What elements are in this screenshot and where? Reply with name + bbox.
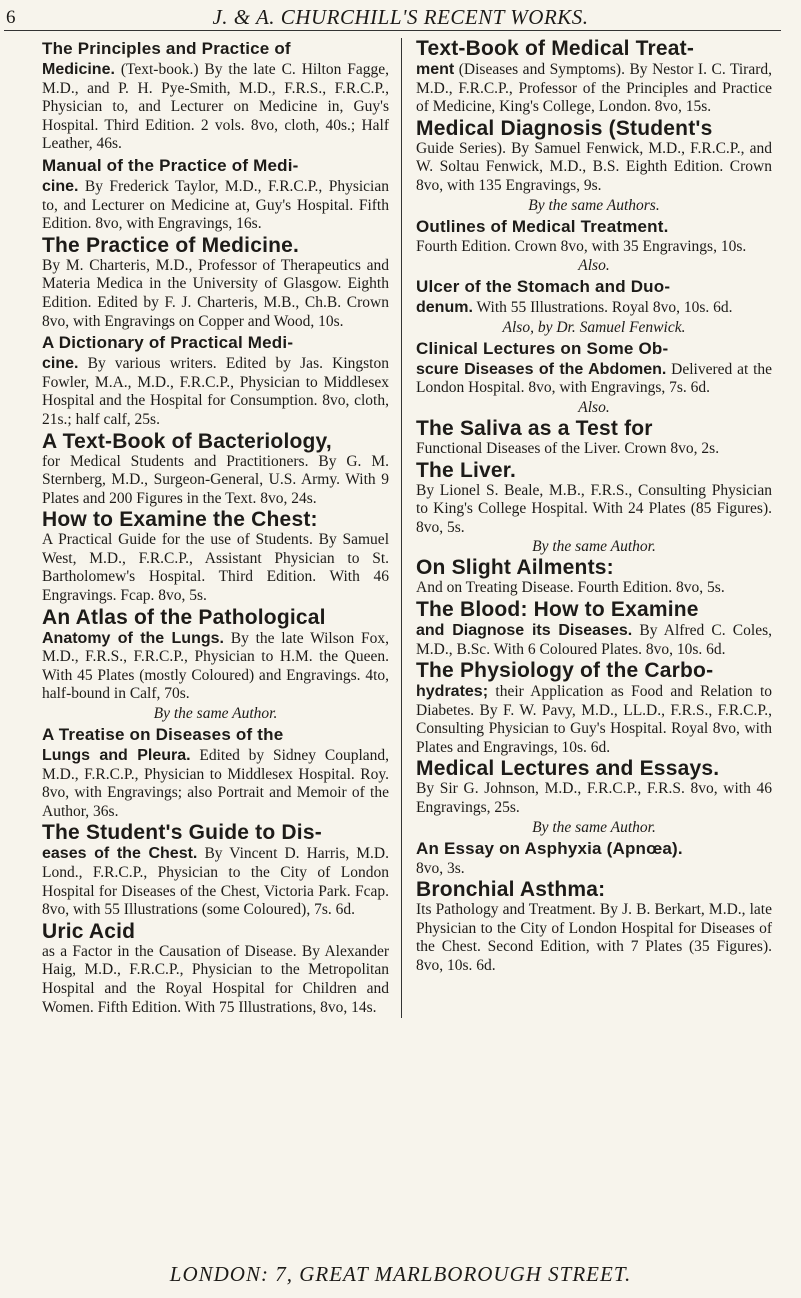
entry-note: By the same Author. xyxy=(532,538,656,556)
catalogue-entry xyxy=(42,332,389,429)
entry-description: By M. Charteris, M.D., Professor of Therapeutics and Materia Medica in the University of Glasgow. Eighth Edition. Edited by F. J. Charteris, M.B., Ch.B. Crown 8vo, with Engravings on Copper and Wood, 10s. xyxy=(42,256,389,330)
entry-title: A Text-Book of Bacteriology, xyxy=(42,429,332,453)
catalogue-entry xyxy=(416,118,772,215)
entry-title-continuation: denum. xyxy=(416,299,473,317)
catalogue-entry xyxy=(416,460,772,557)
entry-description: Guide Series). By Samuel Fenwick, M.D., F.R.C.P., and W. Soltau Fenwick, M.D., B.S. Eighth Edition. Crown 8vo, with 135 Engravings, 9s. xyxy=(416,139,772,194)
entry-body xyxy=(416,482,772,538)
entry-title-continuation: Anatomy of the Lungs. xyxy=(42,629,224,647)
entry-body xyxy=(416,621,772,659)
catalogue-entry xyxy=(42,38,389,154)
entry-title-continuation: eases of the Chest. xyxy=(42,845,198,863)
entry-description: Functional Diseases of the Liver. Crown 8vo, 2s. xyxy=(416,439,720,457)
entry-title: Text-Book of Medical Treat- xyxy=(416,37,695,60)
entry-body xyxy=(416,780,772,817)
entry-note: By the same Authors. xyxy=(528,196,660,214)
entry-description: Its Pathology and Treatment. By J. B. Berkart, M.D., late Physician to the City of London Hospital for Diseases of the Chest. Second Edition, with 7 Plates (35 Figures). 8vo, 10s. 6d. xyxy=(416,901,772,975)
catalogue-entry xyxy=(42,235,389,331)
entry-note: By the same Author. xyxy=(532,818,656,836)
left-column xyxy=(42,38,402,1018)
entry-description: Delivered at the London Hospital. 8vo, with Engravings, 7s. 6d. xyxy=(416,360,773,397)
header-rule xyxy=(4,30,781,31)
entry-title: Clinical Lectures on Some Ob- xyxy=(416,338,669,358)
catalogue-entry xyxy=(416,838,772,879)
entry-title: The Saliva as a Test for xyxy=(416,416,653,440)
entry-note: Also, by Dr. Samuel Fenwick. xyxy=(502,318,686,336)
entry-title-continuation: cine. xyxy=(42,177,79,195)
catalogue-entry xyxy=(416,338,772,417)
entry-description: Fourth Edition. Crown 8vo, with 35 Engravings, 10s. xyxy=(416,237,747,255)
entry-title: Manual of the Practice of Medi- xyxy=(42,155,299,175)
entry-title: The Liver. xyxy=(416,458,517,482)
catalogue-entry xyxy=(416,38,772,117)
entry-body xyxy=(416,579,772,598)
entry-title: Ulcer of the Stomach and Duo- xyxy=(416,277,671,297)
entry-title-continuation: cine. xyxy=(42,355,79,373)
page-header xyxy=(0,3,801,31)
entry-title: The Physiology of the Carbo- xyxy=(416,659,714,683)
entry-body xyxy=(42,629,389,704)
entry-body xyxy=(42,746,389,821)
entry-title: Medical Lectures and Essays. xyxy=(416,757,720,781)
entry-body xyxy=(42,60,389,154)
entry-title: On Slight Ailments: xyxy=(416,556,614,580)
entry-title: Medical Diagnosis (Student's xyxy=(416,116,713,140)
entry-body xyxy=(416,140,772,196)
entry-body xyxy=(42,354,389,429)
entry-title: An Essay on Asphyxia (Apnœa). xyxy=(416,838,683,858)
entry-title: The Student's Guide to Dis- xyxy=(42,821,322,845)
page-number: 6 xyxy=(6,7,16,28)
entry-description: Edited by Sidney Coupland, M.D., F.R.C.P., Physician to Middlesex Hospital. Roy. 8vo, with Engravings; also Portrait and Memoir of the Author, 36s. xyxy=(42,747,390,820)
catalogue-entry xyxy=(416,557,772,598)
entry-title: How to Examine the Chest: xyxy=(42,508,318,532)
entry-description: By Frederick Taylor, M.D., F.R.C.P., Physician to, and Lecturer on Medicine at, Guy's Hospital. Fifth Edition. 8vo, with Engravings, 16s. xyxy=(42,177,389,233)
entry-body xyxy=(416,360,772,398)
entry-note: By the same Author. xyxy=(153,705,278,723)
entry-description: their Application as Food and Relation to Diabetes. By F. W. Pavy, M.D., LL.D., F.R.S., F.R.C.P., Consulting Physician to Guy's Hospital. Royal 8vo, with Plates and Engravings, 10s. 6d. xyxy=(416,683,772,756)
entry-title: Outlines of Medical Treatment. xyxy=(416,216,669,236)
entry-title: A Dictionary of Practical Medi- xyxy=(42,333,294,353)
entry-body xyxy=(416,901,772,975)
entry-description: And on Treating Disease. Fourth Edition. 8vo, 5s. xyxy=(416,579,725,597)
entry-body xyxy=(42,257,389,331)
entry-body xyxy=(416,860,772,879)
catalogue-entry xyxy=(42,607,389,723)
entry-description: By various writers. Edited by Jas. Kingston Fowler, M.A., M.D., F.R.C.P., Physician to Middlesex Hospital and the Hospital for Consumption. 8vo, cloth, 21s.; half calf, 25s. xyxy=(42,355,389,428)
catalogue-entry xyxy=(42,509,389,605)
entry-title: A Treatise on Diseases of the xyxy=(42,725,284,745)
entry-description: By Alfred C. Coles, M.D., B.Sc. With 6 Coloured Plates. 8vo, 10s. 6d. xyxy=(416,621,772,658)
entry-description: A Practical Guide for the use of Students. By Samuel West, M.D., F.R.C.P., Assistant Physician to St. Bartholomew's Hospital. Third Edition. With 46 Engravings. Fcap. 8vo, 5s. xyxy=(42,531,389,605)
entry-body xyxy=(416,682,772,757)
entry-title-continuation: and Diagnose its Diseases. xyxy=(416,621,633,639)
catalogue-entry xyxy=(42,155,389,234)
entry-title-continuation: hydrates; xyxy=(416,683,489,701)
entry-note: Also. xyxy=(578,398,610,416)
entry-body xyxy=(42,844,389,919)
entry-body xyxy=(416,440,772,459)
entry-description: With 55 Illustrations. Royal 8vo, 10s. 6d. xyxy=(476,299,733,317)
entry-title-continuation: Lungs and Pleura. xyxy=(42,747,191,765)
entry-title: The Principles and Practice of xyxy=(42,39,291,58)
catalogue-entry xyxy=(416,418,772,459)
catalogue-entry xyxy=(42,921,389,1017)
entry-description: for Medical Students and Practitioners. By G. M. Sternberg, M.D., Surgeon-General, U.S. Army. With 9 Plates and 200 Figures in the Text. 8vo, 24s. xyxy=(42,452,389,507)
running-title: J. & A. CHURCHILL'S RECENT WORKS. xyxy=(212,5,589,29)
entry-body xyxy=(42,177,389,234)
catalogue-entry xyxy=(416,276,772,337)
entry-description: (Diseases and Symptoms). By Nestor I. C. Tirard, M.D., F.R.C.P., Professor of the Principles and Practice of Medicine, King's College, London. 8vo, 15s. xyxy=(416,61,773,116)
catalogue-entry xyxy=(416,216,772,276)
entry-note: Also. xyxy=(578,257,610,275)
catalogue-entry xyxy=(42,431,389,509)
entry-body xyxy=(416,238,772,257)
catalogue-entry xyxy=(42,724,389,821)
entry-title: Uric Acid xyxy=(42,919,136,943)
entry-body xyxy=(416,60,772,117)
entry-title: The Blood: How to Examine xyxy=(416,597,699,621)
entry-title: An Atlas of the Pathological xyxy=(42,605,326,629)
catalogue-entry xyxy=(416,660,772,757)
entry-description: 8vo, 3s. xyxy=(416,859,465,877)
catalogue-entry xyxy=(416,879,772,975)
entry-description: By Sir G. Johnson, M.D., F.R.C.P., F.R.S. 8vo, with 46 Engravings, 25s. xyxy=(416,780,772,817)
entry-body xyxy=(42,453,389,509)
entry-body xyxy=(42,531,389,605)
catalogue-entry xyxy=(416,758,772,836)
entry-description: as a Factor in the Causation of Disease. By Alexander Haig, M.D., F.R.C.P., Physician to the Metropolitan Hospital and the Royal Hospital for Children and Women. Fifth Edition. With 75 Illustrations, 8vo, 14s. xyxy=(42,942,389,1016)
page-footer: LONDON: 7, GREAT MARLBOROUGH STREET. xyxy=(169,1262,632,1286)
entry-title-continuation: scure Diseases of the Abdomen. xyxy=(416,360,667,378)
entry-title-continuation: Medicine. xyxy=(42,61,115,78)
entry-description: By Vincent D. Harris, M.D. Lond., F.R.C.P., Physician to the City of London Hospital for Diseases of the Chest, Victoria Park. Fcap. 8vo, with 55 Illustrations (some Coloured), 7s. 6d. xyxy=(42,845,390,919)
entry-description: By Lionel S. Beale, M.B., F.R.S., Consulting Physician to King's College Hospital. With 24 Plates (85 Figures). 8vo, 5s. xyxy=(416,481,772,536)
columns xyxy=(42,38,779,1018)
entry-title-continuation: ment xyxy=(416,61,455,78)
right-column xyxy=(416,38,772,1018)
entry-title: Bronchial Asthma: xyxy=(416,878,606,902)
catalogue-entry xyxy=(416,599,772,659)
entry-title: The Practice of Medicine. xyxy=(42,233,300,257)
entry-description: (Text-book.) By the late C. Hilton Fagge, M.D., and P. H. Pye-Smith, M.D., F.R.S., F.R.C.P., Physician to, and Lecturer on Medicine in, Guy's Hospital. Third Edition. 2 vols. 8vo, cloth, 40s.; Half Leather, 46s. xyxy=(42,61,389,153)
entry-body xyxy=(416,298,772,318)
entry-body xyxy=(42,943,389,1017)
catalogue-entry xyxy=(42,822,389,919)
entry-description: By the late Wilson Fox, M.D., F.R.S., F.R.C.P., Physician to H.M. the Queen. With 45 Plates (mostly Coloured) and Engravings. 4to, half-bound in Calf, 70s. xyxy=(42,629,390,703)
